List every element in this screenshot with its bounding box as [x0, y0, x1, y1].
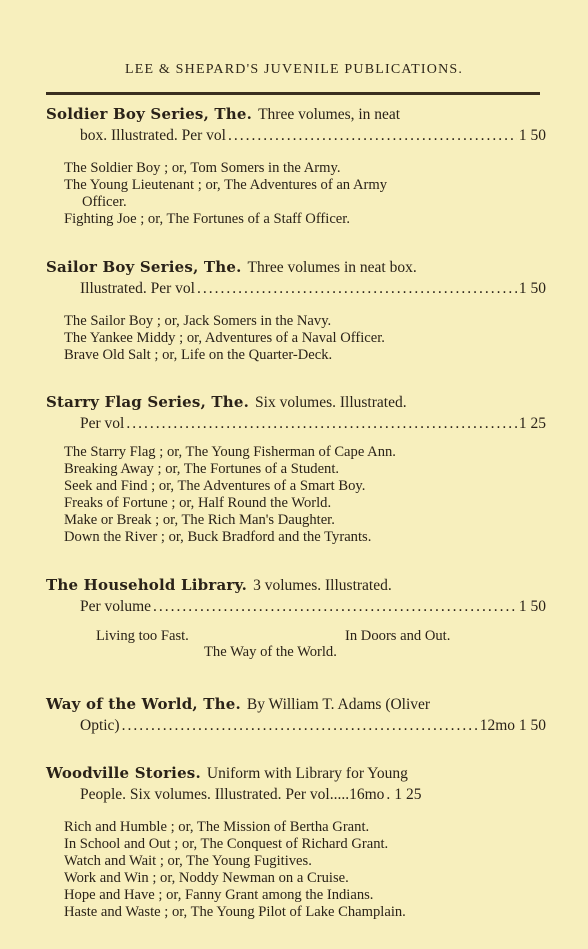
- volume-title: Work and Win ; or, Noddy Newman on a Cruise.: [64, 870, 349, 886]
- volume-title-continuation: Officer.: [82, 194, 127, 210]
- volume-title: The Young Lieutenant ; or, The Adventures of an Army: [64, 177, 387, 193]
- entry-price-line: [46, 596, 546, 617]
- volume-list: [46, 627, 546, 663]
- entry-heading: [46, 575, 546, 596]
- entry-title: Sailor Boy Series, The.: [46, 258, 242, 276]
- volume-title: The Sailor Boy ; or, Jack Somers in the Navy.: [64, 313, 332, 329]
- entry-line-text: People. Six volumes. Illustrated. Per vol.....16mo: [80, 786, 385, 803]
- volume-title: Watch and Wait ; or, The Young Fugitives.: [64, 853, 312, 869]
- dot-leader: [228, 125, 517, 146]
- entry-line-text: box. Illustrated. Per vol: [80, 127, 226, 144]
- volume-list: [46, 313, 546, 364]
- entry-price-line: [46, 125, 546, 146]
- entry-title: The Household Library.: [46, 576, 248, 594]
- entry-title: Soldier Boy Series, The.: [46, 105, 253, 123]
- entry-line-text: Per volume: [80, 598, 152, 615]
- dot-leader: [197, 278, 517, 299]
- volume-list: [46, 160, 546, 228]
- entry-heading: [46, 104, 546, 125]
- entry-title: Way of the World, The.: [46, 695, 241, 713]
- dot-leader: [122, 715, 478, 736]
- entry-heading: [46, 763, 546, 784]
- volume-title: Make or Break ; or, The Rich Man's Daughter.: [64, 512, 335, 528]
- volume-list: [46, 819, 546, 921]
- entry-price: 1 25: [518, 415, 546, 432]
- catalog-entry-household-library: [46, 575, 546, 663]
- entry-description: Uniform with Library for Young: [206, 765, 408, 782]
- dot-leader: [126, 413, 517, 434]
- volume-title: Seek and Find ; or, The Adventures of a Smart Boy.: [64, 478, 366, 494]
- catalog-entry-way-of-the-world: [46, 694, 546, 736]
- catalog-entry-starry-flag: [46, 392, 546, 546]
- entry-description: By William T. Adams (Oliver: [246, 696, 431, 713]
- entry-title: Starry Flag Series, The.: [46, 393, 250, 411]
- volume-title: Brave Old Salt ; or, Life on the Quarter-Deck.: [64, 347, 333, 363]
- entry-line-text: Illustrated. Per vol: [80, 280, 195, 297]
- volume-title: The Starry Flag ; or, The Young Fisherman of Cape Ann.: [64, 444, 396, 460]
- volume-title: Haste and Waste ; or, The Young Pilot of Lake Champlain.: [64, 904, 406, 920]
- entry-line-text: Per vol: [80, 415, 125, 432]
- entry-price: 1 50: [518, 280, 546, 297]
- volume-title: Down the River ; or, Buck Bradford and the Tyrants.: [64, 529, 372, 545]
- entry-heading: [46, 257, 546, 278]
- dot-leader: [386, 784, 392, 805]
- volume-title: The Soldier Boy ; or, Tom Somers in the Army.: [64, 160, 341, 176]
- volume-title: Fighting Joe ; or, The Fortunes of a Staff Officer.: [64, 211, 350, 227]
- volume-title: The Way of the World.: [204, 644, 337, 660]
- running-head: LEE & SHEPARD'S JUVENILE PUBLICATIONS.: [124, 62, 464, 77]
- entry-price-line: [46, 715, 546, 736]
- volume-title: In School and Out ; or, The Conquest of Richard Grant.: [64, 836, 389, 852]
- volume-title: Rich and Humble ; or, The Mission of Bertha Grant.: [64, 819, 370, 835]
- volume-title: The Yankee Middy ; or, Adventures of a Naval Officer.: [64, 330, 385, 346]
- volume-list: [46, 444, 546, 546]
- catalog-entry-soldier-boy: [46, 104, 546, 228]
- entry-price: 1 50: [518, 598, 546, 615]
- header-rule: [46, 92, 540, 95]
- volume-title: Freaks of Fortune ; or, Half Round the World.: [64, 495, 332, 511]
- entry-price: 1 50: [518, 127, 546, 144]
- volume-title: In Doors and Out.: [345, 628, 451, 644]
- entry-description: Three volumes in neat box.: [247, 259, 417, 276]
- entry-description: Six volumes. Illustrated.: [255, 394, 407, 411]
- entry-heading: [46, 694, 546, 715]
- catalog-entry-sailor-boy: [46, 257, 546, 364]
- entry-description: 3 volumes. Illustrated.: [253, 577, 392, 594]
- entry-price: 12mo 1 50: [479, 717, 546, 734]
- volume-title: Hope and Have ; or, Fanny Grant among the Indians.: [64, 887, 374, 903]
- entry-price: 1 25: [394, 786, 422, 803]
- entry-price-line: [46, 278, 546, 299]
- entry-description: Three volumes, in neat: [258, 106, 401, 123]
- entry-price-line: [46, 784, 546, 805]
- catalog-entry-woodville-stories: [46, 763, 546, 921]
- entry-line-text: Optic): [80, 717, 120, 734]
- entry-price-line: [46, 413, 546, 434]
- volume-title: Breaking Away ; or, The Fortunes of a Student.: [64, 461, 340, 477]
- entry-heading: [46, 392, 546, 413]
- entry-title: Woodville Stories.: [46, 764, 201, 782]
- dot-leader: [153, 596, 517, 617]
- volume-title: Living too Fast.: [96, 628, 189, 644]
